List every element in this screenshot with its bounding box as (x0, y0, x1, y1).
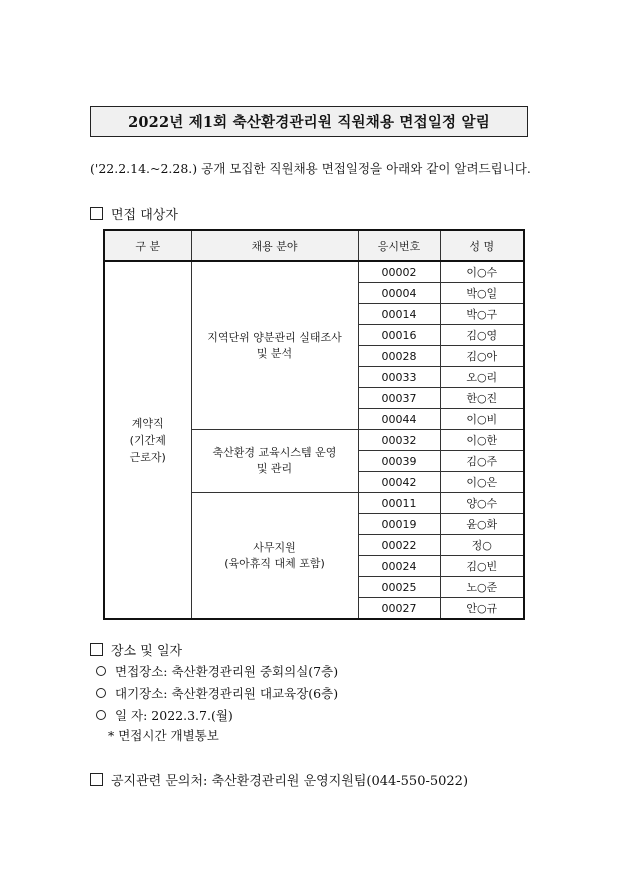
applicant-no-cell: 00002 (358, 261, 440, 283)
applicant-name-cell: 노○준 (440, 577, 524, 598)
applicant-name-cell: 박○일 (440, 283, 524, 304)
section-candidates (90, 204, 178, 223)
section-contact-label: 공지관련 문의처: 축산환경관리원 운영지원팀(044-550-5022) (111, 774, 469, 789)
list-item: 대기장소: 축산환경관리원 대교육장(6층) (96, 684, 338, 702)
table-row (104, 261, 524, 283)
applicant-no-cell: 00044 (358, 409, 440, 430)
circle-bullet-icon (96, 666, 106, 676)
applicant-name-cell: 안○규 (440, 598, 524, 620)
applicant-no-cell: 00025 (358, 577, 440, 598)
header-category: 구 분 (104, 230, 191, 261)
note-text: * 면접시간 개별통보 (108, 728, 219, 743)
applicant-name-cell: 김○아 (440, 346, 524, 367)
list-item: 면접장소: 축산환경관리원 중회의실(7층) (96, 662, 338, 680)
table-header-row (104, 230, 524, 261)
field-cell: 지역단위 양분관리 실태조사 및 분석 (191, 261, 358, 430)
intro-text: ('22.2.14.~2.28.) 공개 모집한 직원채용 면접일정을 아래와 같이 알려드립니다. (90, 161, 531, 176)
applicant-no-cell: 00039 (358, 451, 440, 472)
applicant-no-cell: 00011 (358, 493, 440, 514)
header-name: 성 명 (440, 230, 524, 261)
checkbox-square-icon (90, 773, 103, 786)
applicant-name-cell: 김○주 (440, 451, 524, 472)
field-cell: 사무지원 (육아휴직 대체 포함) (191, 493, 358, 620)
document-title: 2022년 제1회 축산환경관리원 직원채용 면접일정 알림 (90, 106, 528, 137)
applicant-name-cell: 김○빈 (440, 556, 524, 577)
applicant-name-cell: 오○리 (440, 367, 524, 388)
applicant-no-cell: 00027 (358, 598, 440, 620)
list-item: 일 자: 2022.3.7.(월) (96, 706, 233, 724)
applicant-no-cell: 00037 (358, 388, 440, 409)
applicant-no-cell: 00024 (358, 556, 440, 577)
section-place-label: 장소 및 일자 (111, 644, 183, 659)
checkbox-square-icon (90, 207, 103, 220)
circle-bullet-icon (96, 688, 106, 698)
interview-schedule-table (103, 229, 525, 620)
applicant-name-cell: 이○은 (440, 472, 524, 493)
applicant-no-cell: 00022 (358, 535, 440, 556)
header-applicant-no: 응시번호 (358, 230, 440, 261)
section-candidates-label: 면접 대상자 (111, 208, 178, 223)
applicant-name-cell: 이○비 (440, 409, 524, 430)
circle-bullet-icon (96, 710, 106, 720)
category-cell: 계약직 (기간제 근로자) (104, 261, 191, 619)
applicant-no-cell: 00042 (358, 472, 440, 493)
applicant-no-cell: 00004 (358, 283, 440, 304)
applicant-name-cell: 한○진 (440, 388, 524, 409)
applicant-no-cell: 00016 (358, 325, 440, 346)
applicant-no-cell: 00032 (358, 430, 440, 451)
section-contact (90, 770, 468, 789)
applicant-name-cell: 양○수 (440, 493, 524, 514)
applicant-no-cell: 00019 (358, 514, 440, 535)
applicant-name-cell: 정○ (440, 535, 524, 556)
applicant-no-cell: 00028 (358, 346, 440, 367)
applicant-name-cell: 박○구 (440, 304, 524, 325)
applicant-name-cell: 윤○화 (440, 514, 524, 535)
applicant-name-cell: 김○영 (440, 325, 524, 346)
checkbox-square-icon (90, 643, 103, 656)
field-cell: 축산환경 교육시스템 운영 및 관리 (191, 430, 358, 493)
applicant-name-cell: 이○한 (440, 430, 524, 451)
header-field: 채용 분야 (191, 230, 358, 261)
applicant-no-cell: 00014 (358, 304, 440, 325)
section-place (90, 640, 182, 659)
applicant-no-cell: 00033 (358, 367, 440, 388)
applicant-name-cell: 이○수 (440, 261, 524, 283)
